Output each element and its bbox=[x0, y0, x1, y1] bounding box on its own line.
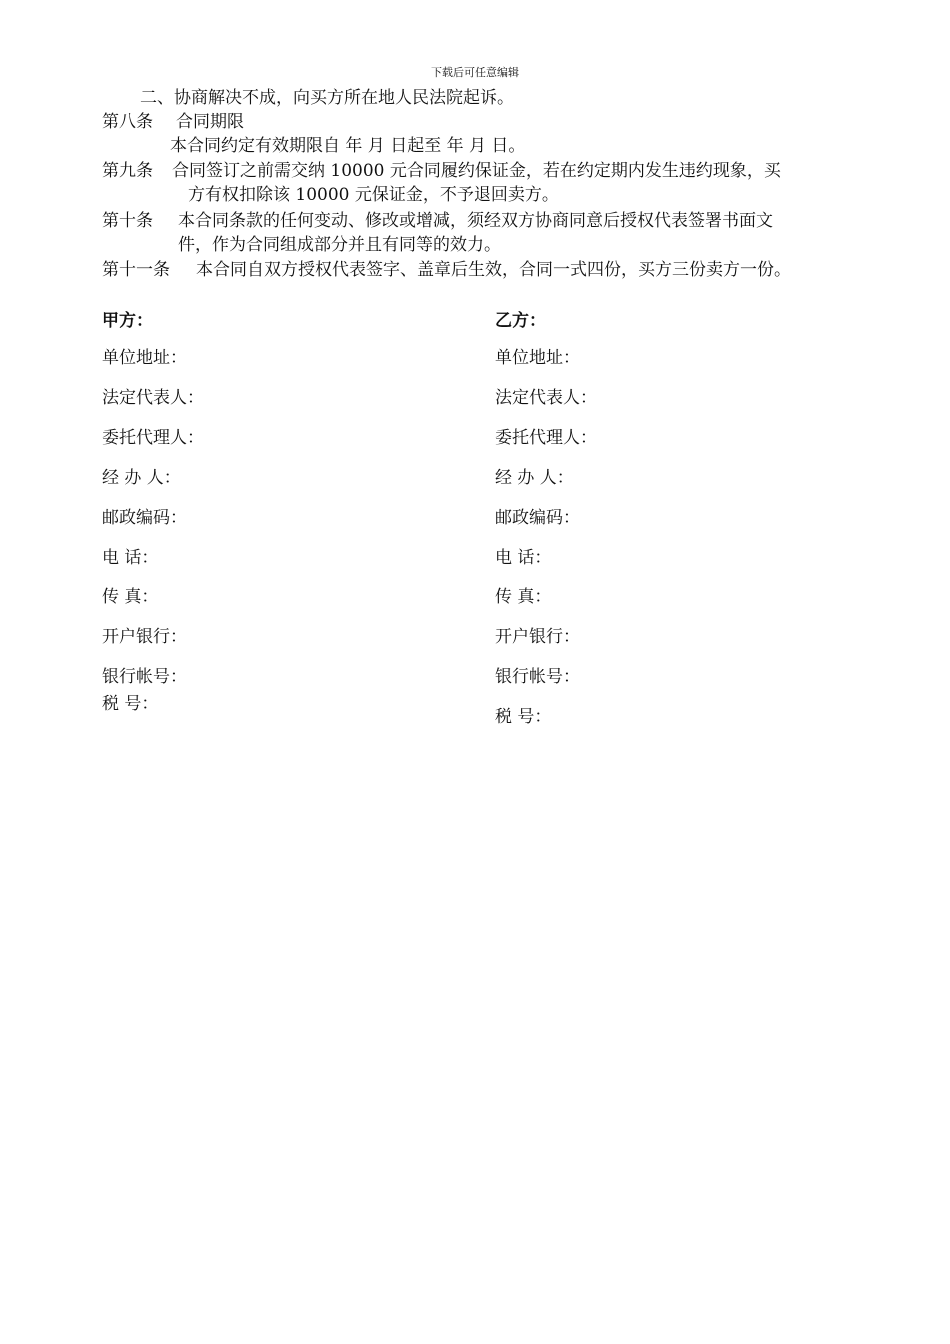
party-a-account-label: 银行帐号： bbox=[102, 667, 187, 687]
party-b-account-label: 银行帐号： bbox=[495, 667, 580, 687]
party-b-postcode-label: 邮政编码： bbox=[495, 508, 580, 528]
article-9-line-2: 方有权扣除该 10000 元保证金，不予退回卖方。 bbox=[188, 185, 559, 205]
article-10-line-2: 件，作为合同组成部分并且有同等的效力。 bbox=[178, 235, 501, 255]
party-a-phone-label: 电 话： bbox=[102, 548, 159, 568]
article-10-line-1 bbox=[102, 209, 773, 233]
dispute-item-2: 二、协商解决不成，向买方所在地人民法院起诉。 bbox=[140, 88, 514, 108]
party-a-bank-label: 开户银行： bbox=[102, 627, 187, 647]
party-b-bank-label: 开户银行： bbox=[495, 627, 580, 647]
party-a-title: 甲方： bbox=[102, 311, 153, 331]
party-a-legal-rep-label: 法定代表人： bbox=[102, 388, 204, 408]
header-note: 下载后可任意编辑 bbox=[431, 66, 519, 79]
article-11-label: 第十一条 bbox=[102, 260, 170, 280]
article-9-line-1 bbox=[102, 159, 781, 183]
party-b-legal-rep-label: 法定代表人： bbox=[495, 388, 597, 408]
article-8-label: 第八条 bbox=[102, 112, 153, 132]
party-b-fax-label: 传 真： bbox=[495, 587, 552, 607]
article-8-body: 本合同约定有效期限自 年 月 日起至 年 月 日。 bbox=[170, 136, 526, 156]
party-a-agent-label: 委托代理人： bbox=[102, 428, 204, 448]
party-b-phone-label: 电 话： bbox=[495, 548, 552, 568]
article-10-text-1: 本合同条款的任何变动、修改或增减，须经双方协商同意后授权代表签署书面文 bbox=[178, 211, 773, 231]
party-a-handler-label: 经 办 人： bbox=[102, 468, 181, 488]
article-8-heading bbox=[102, 110, 244, 134]
party-a-address-label: 单位地址： bbox=[102, 348, 187, 368]
party-b-tax-label: 税 号： bbox=[495, 707, 552, 727]
party-a-postcode-label: 邮政编码： bbox=[102, 508, 187, 528]
party-b-address-label: 单位地址： bbox=[495, 348, 580, 368]
party-a-fax-label: 传 真： bbox=[102, 587, 159, 607]
article-11-text: 本合同自双方授权代表签字、盖章后生效，合同一式四份，买方三份卖方一份。 bbox=[196, 260, 791, 280]
article-9-label: 第九条 bbox=[102, 161, 153, 181]
article-11-line bbox=[102, 258, 791, 282]
party-b-title: 乙方： bbox=[495, 311, 546, 331]
article-10-label: 第十条 bbox=[102, 211, 153, 231]
party-b-handler-label: 经 办 人： bbox=[495, 468, 574, 488]
article-8-title: 合同期限 bbox=[176, 112, 244, 132]
party-b-agent-label: 委托代理人： bbox=[495, 428, 597, 448]
party-a-tax-label: 税 号： bbox=[102, 694, 159, 714]
article-9-text-1: 合同签订之前需交纳 10000 元合同履约保证金，若在约定期内发生违约现象，买 bbox=[172, 161, 781, 181]
